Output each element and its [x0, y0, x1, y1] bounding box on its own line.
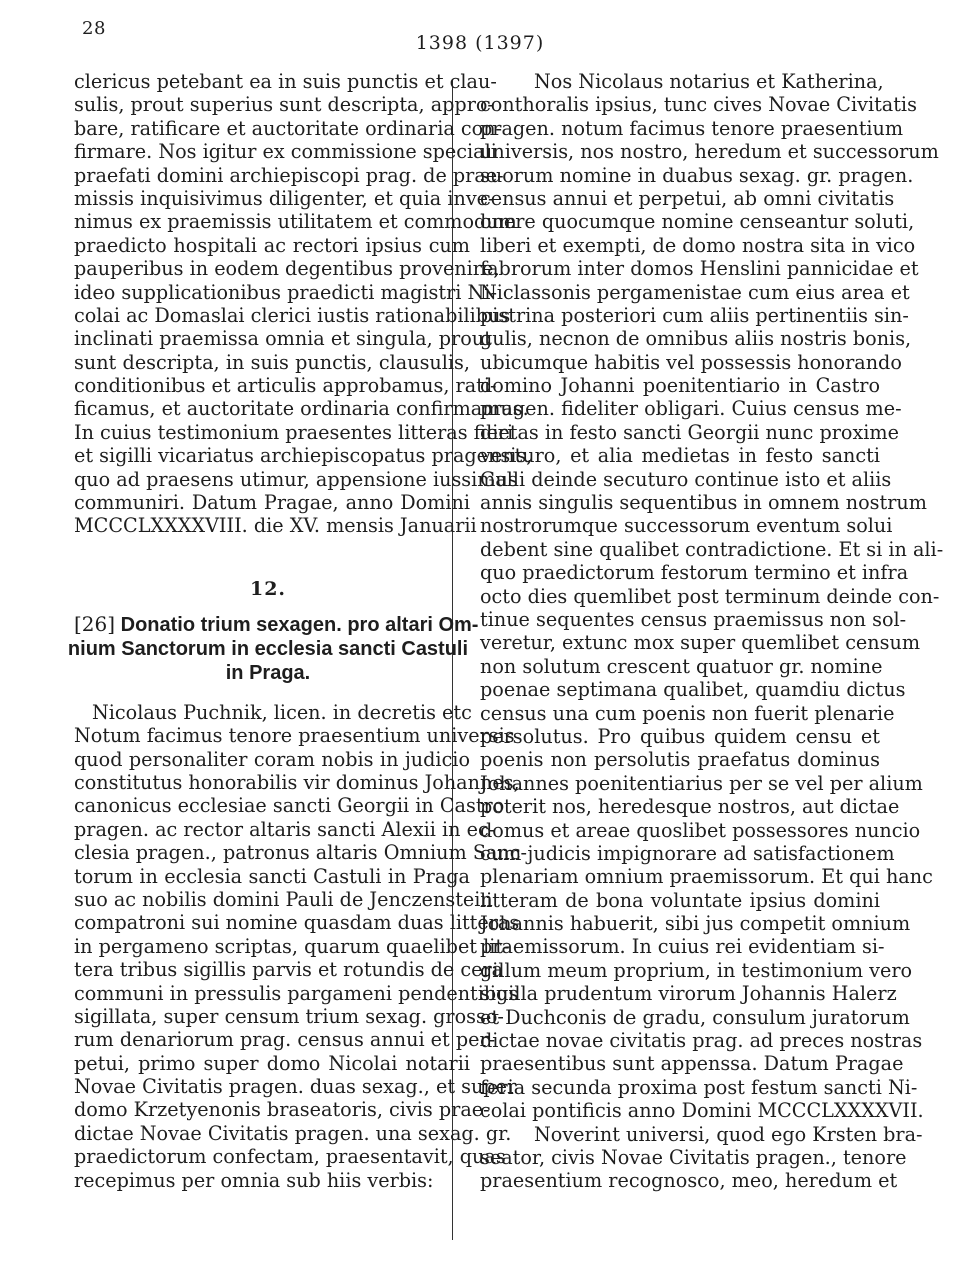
text-line: MCCCLXXXXVIII. die XV. mensis Januarii	[74, 514, 477, 538]
text-line: sulis, prout superius sunt descripta, appro-	[74, 93, 494, 117]
text-line: litteram de bona voluntate ipsius domini	[480, 888, 880, 912]
text-line: non solutum crescent quatuor gr. nomine	[480, 654, 883, 678]
text-line: Johannes poenitentiarius per se vel per alium	[480, 771, 923, 795]
text-line: domino Johanni poenitentiario in Castro	[480, 374, 880, 398]
text-line: compatroni sui nomine quasdam duas litteras	[74, 911, 520, 935]
text-line: praesentium recognosco, meo, heredum et	[480, 1169, 898, 1193]
text-line: communi in pressulis pargameni pendentibus	[74, 981, 519, 1005]
heading-line	[66, 611, 479, 637]
page-number: 28	[82, 18, 106, 39]
text-line: onere quocumque nomine censeantur soluti,	[480, 210, 915, 234]
text-line: poenae septimana qualibet, quamdiu dictus	[480, 678, 906, 702]
text-line: ubicumque habitis vel possessis honorando	[480, 350, 902, 374]
text-line: inclinati praemissa omnia et singula, prout	[74, 327, 492, 351]
heading-text: Donatio trium sexagen. pro altari Om-	[120, 613, 479, 636]
text-line: liberi et exempti, de domo nostra sita in vico	[480, 233, 916, 257]
text-line: Noverint universi, quod ego Krsten bra-	[534, 1122, 923, 1146]
text-line: petui, primo super domo Nicolai notarii	[74, 1051, 470, 1075]
document-body	[66, 700, 527, 1192]
text-line: nimus ex praemissis utilitatem et commodum	[74, 210, 517, 234]
text-line: feria secunda proxima post festum sancti Ni-	[480, 1075, 918, 1099]
text-line: debent sine qualibet contradictione. Et si in ali-	[480, 537, 944, 561]
text-line: veretur, extunc mox super quemlibet censum	[480, 631, 921, 655]
text-line: dictae novae civitatis prag. ad preces nostras	[480, 1029, 923, 1053]
continued-text	[66, 70, 533, 538]
text-line: canonicus ecclesiae sancti Georgii in Castro	[74, 794, 505, 818]
right-column	[470, 70, 944, 1193]
text-line: nostrorumque successorum eventum solui	[480, 514, 893, 538]
text-line: gillum meum proprium, in testimonium vero	[480, 958, 913, 982]
text-line: quo ad praesens utimur, appensione iussimus	[74, 467, 518, 491]
text-line: Johannis habuerit, sibi jus competit omnium	[480, 912, 911, 936]
text-line: praedictorum confectam, praesentavit, quas	[74, 1145, 506, 1169]
text-line: venturo, et alia medietas in festo sancti	[480, 444, 880, 468]
text-line: ideo supplicationibus praedicti magistri Ni-	[74, 280, 497, 304]
heading-line: nium Sanctorum in ecclesia sancti Castuli	[67, 637, 469, 660]
text-line: sigillata, super censum trium sexag. grosso-	[74, 1004, 504, 1028]
text-line: domus et areae quoslibet possessores nuncio	[480, 818, 921, 842]
text-line: tinue sequentes census praemissus non sol-	[480, 607, 907, 631]
text-line: praedicto hospitali ac rectori ipsius cum	[74, 233, 470, 257]
text-line: bare, ratificare et auctoritate ordinaria con-	[74, 116, 503, 140]
text-line: census annui et perpetui, ab omni civitatis	[480, 186, 895, 210]
heading-line: in Praga.	[225, 661, 311, 684]
text-line: universis, nos nostro, heredum et successorum	[480, 140, 939, 164]
text-line: rum denariorum prag. census annui et per-	[74, 1028, 496, 1052]
text-line: missis inquisivimus diligenter, et quia inve-	[74, 186, 495, 210]
text-line: Nicolaus Puchnik, licen. in decretis etc	[92, 700, 472, 724]
text-line: firmare. Nos igitur ex commissione speciali	[74, 140, 497, 164]
text-line: sigilla prudentum virorum Johannis Halerz	[480, 982, 897, 1006]
text-line: suo ac nobilis domini Pauli de Jenczenstein	[74, 887, 493, 911]
text-line: conthoralis ipsius, tunc cives Novae Civitatis	[480, 93, 917, 117]
text-line: suorum nomine in duabus sexag. gr. pragen.	[480, 163, 914, 187]
left-column	[66, 70, 533, 1192]
text-line: octo dies quemlibet post terminum deinde con-	[480, 584, 940, 608]
text-line: persolutus. Pro quibus quidem censu et	[480, 724, 880, 748]
text-line: annis singulis sequentibus in omnem nostrum	[480, 491, 927, 515]
text-line: poterit nos, heredesque nostros, aut dictae	[480, 795, 900, 819]
text-line: et sigilli vicariatus archiepiscopatus pragensis,	[74, 444, 533, 468]
section-number: 12.	[249, 577, 287, 600]
text-line: seator, civis Novae Civitatis pragen., tenore	[480, 1145, 907, 1169]
text-line: recepimus per omnia sub hiis verbis:	[74, 1168, 434, 1192]
text-line: in pergameno scriptas, quarum quaelibet lit-	[74, 934, 510, 958]
text-line: Novae Civitatis pragen. duas sexag., et super	[74, 1075, 517, 1099]
text-line: constitutus honorabilis vir dominus Johannes,	[74, 770, 520, 794]
text-line: pauperibus in eodem degentibus provenire,	[74, 257, 500, 281]
text-line: Notum facimus tenore praesentium universis	[74, 724, 515, 748]
text-line: torum in ecclesia sancti Castuli in Praga	[74, 864, 470, 888]
text-line: quo praedictorum festorum termino et infra	[480, 561, 909, 585]
text-line: In cuius testimonium praesentes litteras fieri	[74, 420, 514, 444]
text-line: sunt descripta, in suis punctis, clausulis,	[74, 350, 470, 374]
text-line: plenariam omnium praemissorum. Et qui hanc	[480, 865, 933, 889]
text-line: colai ac Domaslai clerici iustis rationabilibus	[74, 303, 511, 327]
text-line: gulis, necnon de omnibus aliis nostris bonis,	[480, 327, 912, 351]
text-line: pragen. notum facimus tenore praesentium	[480, 116, 904, 140]
document-heading	[66, 611, 479, 685]
text-line: pragen. ac rector altaris sancti Alexii in ec-	[74, 817, 496, 841]
heading-ref: [26]	[74, 611, 116, 636]
text-line: dictae Novae Civitatis pragen. una sexag. gr.	[74, 1121, 512, 1145]
text-line: praesentibus sunt appenssa. Datum Pragae	[480, 1052, 904, 1076]
text-line: dietas in festo sancti Georgii nunc proxime	[480, 420, 899, 444]
text-line: conditionibus et articulis approbamus, rati-	[74, 374, 497, 398]
text-line: Niclassonis pergamenistae cum eius area et	[480, 280, 910, 304]
running-head: 1398 (1397)	[415, 32, 545, 54]
text-line: ficamus, et auctoritate ordinaria confirmamus.	[74, 397, 529, 421]
text-line: cum judicis impignorare ad satisfactionem	[480, 841, 895, 865]
text-line: census una cum poenis non fuerit plenarie	[480, 701, 895, 725]
text-line: colai pontificis anno Domini MCCCLXXXXVII.	[480, 1099, 924, 1123]
text-line: quod personaliter coram nobis in judicio	[74, 747, 470, 771]
text-line: praefati domini archiepiscopi prag. de prae-	[74, 163, 504, 187]
text-line: communiri. Datum Pragae, anno Domini	[74, 491, 470, 515]
text-line: poenis non persolutis praefatus dominus	[480, 748, 880, 772]
text-line: fabrorum inter domos Henslini pannicidae et	[480, 257, 919, 281]
text-line: pistrina posteriori cum aliis pertinentiis sin-	[480, 303, 909, 327]
text-line: Galli deinde secuturo continue isto et aliis	[480, 467, 892, 491]
text-line: clesia pragen., patronus altaris Omnium Sanc-	[74, 841, 527, 865]
text-line: clericus petebant ea in suis punctis et clau-	[74, 70, 497, 93]
text-line: Nos Nicolaus notarius et Katherina,	[534, 70, 884, 93]
text-line: tera tribus sigillis parvis et rotundis de cera	[74, 958, 504, 982]
text-line: praemissorum. In cuius rei evidentiam si-	[480, 935, 885, 959]
text-line: domo Krzetyenonis braseatoris, civis prae-	[74, 1098, 490, 1122]
text-line: et Duchconis de gradu, consulum juratorum	[480, 1005, 910, 1029]
text-line: pragen. fideliter obligari. Cuius census me-	[480, 397, 902, 421]
